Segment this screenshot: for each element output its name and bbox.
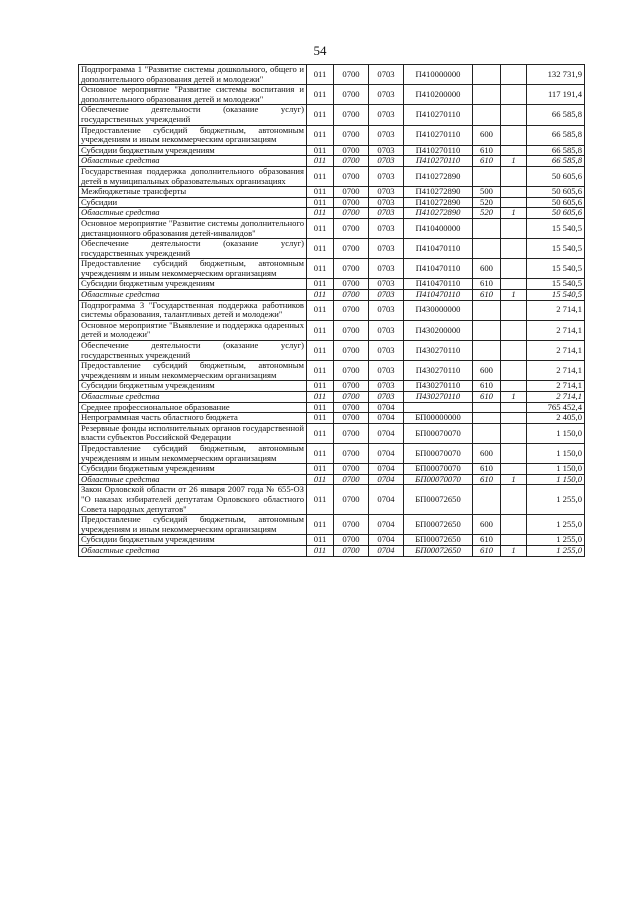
cell-name: Обеспечение деятельности (оказание услуг) государственных учреждений [79,341,307,361]
cell-ministry: 011 [307,145,334,156]
cell-subsection: 0703 [369,239,404,259]
cell-expense-type [473,402,501,413]
cell-amount: 15 540,5 [527,290,585,301]
cell-amount: 15 540,5 [527,279,585,290]
table-row [79,166,585,186]
cell-source: 1 [501,545,527,556]
cell-expense-type [473,320,501,340]
cell-section: 0700 [334,392,369,403]
cell-section: 0700 [334,187,369,198]
cell-target: БП00070070 [404,423,473,443]
table-row [79,290,585,301]
table-row [79,259,585,279]
cell-amount: 66 585,8 [527,105,585,125]
cell-expense-type: 610 [473,545,501,556]
cell-source [501,320,527,340]
cell-ministry: 011 [307,166,334,186]
cell-section: 0700 [334,423,369,443]
cell-expense-type: 600 [473,259,501,279]
cell-subsection: 0703 [369,197,404,208]
cell-expense-type: 610 [473,474,501,485]
cell-name: Областные средства [79,290,307,301]
cell-amount: 66 585,8 [527,125,585,145]
cell-ministry: 011 [307,85,334,105]
cell-subsection: 0703 [369,290,404,301]
cell-expense-type [473,485,501,515]
cell-name: Предоставление субсидий бюджетным, автономным учреждениям и иным некоммерческим организациям [79,515,307,535]
cell-target: БП00000000 [404,413,473,424]
cell-subsection: 0704 [369,443,404,463]
table-row [79,85,585,105]
cell-source [501,413,527,424]
cell-target: П410470110 [404,239,473,259]
cell-source [501,279,527,290]
cell-section: 0700 [334,239,369,259]
cell-ministry: 011 [307,381,334,392]
cell-section: 0700 [334,443,369,463]
cell-target: П410200000 [404,85,473,105]
budget-table-body [79,65,585,557]
cell-source: 1 [501,208,527,219]
cell-section: 0700 [334,341,369,361]
cell-target: П430000000 [404,300,473,320]
cell-section: 0700 [334,166,369,186]
table-row [79,156,585,167]
cell-section: 0700 [334,485,369,515]
cell-name: Областные средства [79,156,307,167]
cell-ministry: 011 [307,259,334,279]
cell-amount: 2 405,0 [527,413,585,424]
cell-subsection: 0703 [369,187,404,198]
cell-section: 0700 [334,125,369,145]
cell-amount: 15 540,5 [527,239,585,259]
cell-amount: 132 731,9 [527,65,585,85]
table-row [79,545,585,556]
cell-section: 0700 [334,320,369,340]
cell-ministry: 011 [307,485,334,515]
cell-ministry: 011 [307,279,334,290]
cell-expense-type [473,239,501,259]
cell-section: 0700 [334,259,369,279]
cell-source [501,105,527,125]
cell-subsection: 0703 [369,300,404,320]
cell-section: 0700 [334,156,369,167]
cell-amount: 117 191,4 [527,85,585,105]
cell-section: 0700 [334,290,369,301]
cell-amount: 66 585,8 [527,156,585,167]
table-row [79,341,585,361]
cell-name: Областные средства [79,474,307,485]
cell-target: П410000000 [404,65,473,85]
cell-section: 0700 [334,145,369,156]
cell-name: Подпрограмма 3 "Государственная поддержка работников системы образования, талантливых детей и молодежи" [79,300,307,320]
cell-subsection: 0704 [369,402,404,413]
table-row [79,279,585,290]
cell-target: БП00070070 [404,443,473,463]
table-row [79,474,585,485]
cell-ministry: 011 [307,402,334,413]
cell-name: Основное мероприятие "Развитие системы воспитания и дополнительного образования детей и молодежи" [79,85,307,105]
cell-subsection: 0704 [369,464,404,475]
cell-subsection: 0703 [369,259,404,279]
cell-amount: 2 714,1 [527,320,585,340]
cell-target: БП00072650 [404,535,473,546]
cell-target: П410470110 [404,259,473,279]
table-row [79,423,585,443]
cell-source [501,218,527,238]
table-row [79,361,585,381]
table-row [79,443,585,463]
cell-amount: 50 605,6 [527,208,585,219]
table-row [79,320,585,340]
cell-section: 0700 [334,85,369,105]
cell-name: Субсидии бюджетным учреждениям [79,535,307,546]
cell-expense-type: 610 [473,279,501,290]
cell-amount: 50 605,6 [527,166,585,186]
cell-section: 0700 [334,381,369,392]
table-row [79,402,585,413]
cell-source [501,423,527,443]
cell-expense-type [473,85,501,105]
cell-subsection: 0704 [369,423,404,443]
cell-section: 0700 [334,197,369,208]
cell-target: П410270110 [404,125,473,145]
cell-amount: 2 714,1 [527,381,585,392]
cell-name: Областные средства [79,545,307,556]
cell-section: 0700 [334,535,369,546]
cell-target: БП00072650 [404,485,473,515]
cell-source: 1 [501,474,527,485]
cell-subsection: 0703 [369,208,404,219]
cell-amount: 50 605,6 [527,187,585,198]
cell-section: 0700 [334,300,369,320]
cell-source: 1 [501,290,527,301]
cell-subsection: 0703 [369,218,404,238]
cell-ministry: 011 [307,361,334,381]
cell-subsection: 0704 [369,474,404,485]
cell-source [501,402,527,413]
cell-section: 0700 [334,279,369,290]
cell-ministry: 011 [307,535,334,546]
cell-section: 0700 [334,105,369,125]
cell-source [501,125,527,145]
table-row [79,208,585,219]
cell-expense-type [473,341,501,361]
table-row [79,381,585,392]
cell-subsection: 0703 [369,166,404,186]
cell-subsection: 0704 [369,413,404,424]
cell-name: Межбюджетные трансферты [79,187,307,198]
cell-ministry: 011 [307,392,334,403]
page-number: 54 [313,43,327,58]
table-row [79,105,585,125]
cell-target: П430270110 [404,341,473,361]
cell-source [501,197,527,208]
cell-amount: 1 150,0 [527,464,585,475]
cell-ministry: 011 [307,300,334,320]
cell-name: Субсидии бюджетным учреждениям [79,279,307,290]
cell-target: П410470110 [404,279,473,290]
cell-source [501,381,527,392]
cell-source [501,65,527,85]
cell-subsection: 0703 [369,392,404,403]
cell-section: 0700 [334,65,369,85]
cell-ministry: 011 [307,515,334,535]
cell-section: 0700 [334,361,369,381]
cell-expense-type: 500 [473,187,501,198]
cell-ministry: 011 [307,156,334,167]
cell-name: Закон Орловской области от 26 января 2007 года № 655-ОЗ "О наказах избирателей депутатам Орловского областного Совета народных депутатов" [79,485,307,515]
cell-amount: 2 714,1 [527,300,585,320]
cell-source [501,341,527,361]
cell-section: 0700 [334,464,369,475]
cell-expense-type: 610 [473,392,501,403]
cell-subsection: 0704 [369,515,404,535]
cell-subsection: 0704 [369,545,404,556]
cell-target: П410270110 [404,156,473,167]
cell-subsection: 0703 [369,85,404,105]
cell-subsection: 0703 [369,381,404,392]
cell-target: П410270110 [404,105,473,125]
table-row [79,125,585,145]
cell-ministry: 011 [307,290,334,301]
table-row [79,239,585,259]
table-row [79,413,585,424]
cell-ministry: 011 [307,423,334,443]
cell-source [501,187,527,198]
cell-target: П410400000 [404,218,473,238]
cell-name: Предоставление субсидий бюджетным, автономным учреждениям и иным некоммерческим организациям [79,125,307,145]
cell-subsection: 0704 [369,485,404,515]
cell-subsection: 0703 [369,361,404,381]
cell-target: БП00072650 [404,545,473,556]
cell-target: П410272890 [404,197,473,208]
cell-name: Предоставление субсидий бюджетным, автономным учреждениям и иным некоммерческим организациям [79,443,307,463]
cell-subsection: 0703 [369,125,404,145]
cell-section: 0700 [334,515,369,535]
cell-target: П430270110 [404,361,473,381]
cell-name: Среднее профессиональное образование [79,402,307,413]
cell-section: 0700 [334,545,369,556]
cell-name: Областные средства [79,392,307,403]
cell-ministry: 011 [307,464,334,475]
cell-expense-type [473,218,501,238]
table-row [79,464,585,475]
cell-amount: 1 255,0 [527,545,585,556]
cell-amount: 1 150,0 [527,423,585,443]
cell-expense-type: 520 [473,208,501,219]
cell-section: 0700 [334,218,369,238]
table-row [79,300,585,320]
cell-source [501,443,527,463]
cell-expense-type: 610 [473,381,501,392]
cell-name: Обеспечение деятельности (оказание услуг) государственных учреждений [79,239,307,259]
cell-expense-type [473,65,501,85]
cell-target: П410272890 [404,187,473,198]
cell-source [501,166,527,186]
table-row [79,485,585,515]
cell-name: Основное мероприятие "Развитие системы дополнительного дистанционного образования детей-инвалидов" [79,218,307,238]
cell-expense-type [473,413,501,424]
cell-expense-type: 610 [473,464,501,475]
cell-expense-type [473,300,501,320]
cell-subsection: 0703 [369,65,404,85]
cell-target: БП00072650 [404,515,473,535]
cell-source [501,300,527,320]
cell-name: Областные средства [79,208,307,219]
cell-section: 0700 [334,208,369,219]
cell-target: П410272890 [404,166,473,186]
table-row [79,535,585,546]
cell-expense-type [473,166,501,186]
cell-ministry: 011 [307,413,334,424]
cell-source [501,239,527,259]
cell-amount: 1 255,0 [527,535,585,546]
cell-source [501,535,527,546]
cell-expense-type: 610 [473,535,501,546]
cell-source [501,515,527,535]
cell-expense-type: 600 [473,361,501,381]
cell-ministry: 011 [307,197,334,208]
cell-name: Подпрограмма 1 "Развитие системы дошкольного, общего и дополнительного образования детей и молодежи" [79,65,307,85]
cell-amount: 2 714,1 [527,361,585,381]
cell-ministry: 011 [307,320,334,340]
table-row [79,187,585,198]
cell-target [404,402,473,413]
cell-subsection: 0703 [369,320,404,340]
cell-subsection: 0703 [369,341,404,361]
table-row [79,515,585,535]
cell-subsection: 0703 [369,105,404,125]
cell-target: П430270110 [404,381,473,392]
cell-name: Субсидии [79,197,307,208]
cell-ministry: 011 [307,187,334,198]
cell-source [501,485,527,515]
cell-amount: 50 605,6 [527,197,585,208]
cell-ministry: 011 [307,545,334,556]
cell-expense-type [473,105,501,125]
cell-ministry: 011 [307,65,334,85]
cell-amount: 1 150,0 [527,443,585,463]
cell-ministry: 011 [307,218,334,238]
cell-expense-type: 610 [473,156,501,167]
cell-expense-type: 600 [473,443,501,463]
cell-source [501,259,527,279]
cell-amount: 765 452,4 [527,402,585,413]
cell-amount: 15 540,5 [527,218,585,238]
cell-expense-type [473,423,501,443]
cell-subsection: 0704 [369,535,404,546]
cell-source [501,464,527,475]
cell-amount: 1 255,0 [527,515,585,535]
cell-amount: 2 714,1 [527,392,585,403]
budget-table [78,64,585,557]
table-row [79,197,585,208]
cell-ministry: 011 [307,125,334,145]
cell-ministry: 011 [307,341,334,361]
cell-name: Государственная поддержка дополнительного образования детей в муниципальных образовательных организациях [79,166,307,186]
cell-source: 1 [501,156,527,167]
cell-section: 0700 [334,413,369,424]
cell-name: Обеспечение деятельности (оказание услуг) государственных учреждений [79,105,307,125]
cell-target: П430200000 [404,320,473,340]
cell-amount: 15 540,5 [527,259,585,279]
cell-ministry: 011 [307,105,334,125]
cell-section: 0700 [334,402,369,413]
cell-name: Резервные фонды исполнительных органов государственной власти субъектов Российской Федерации [79,423,307,443]
cell-target: БП00070070 [404,464,473,475]
cell-ministry: 011 [307,239,334,259]
cell-subsection: 0703 [369,145,404,156]
cell-expense-type: 610 [473,290,501,301]
cell-ministry: 011 [307,474,334,485]
cell-ministry: 011 [307,443,334,463]
cell-source [501,145,527,156]
table-row [79,65,585,85]
cell-subsection: 0703 [369,156,404,167]
table-row [79,392,585,403]
cell-ministry: 011 [307,208,334,219]
cell-target: П430270110 [404,392,473,403]
cell-amount: 1 150,0 [527,474,585,485]
cell-source [501,85,527,105]
cell-target: БП00070070 [404,474,473,485]
cell-expense-type: 600 [473,515,501,535]
cell-section: 0700 [334,474,369,485]
cell-source: 1 [501,392,527,403]
cell-target: П410270110 [404,145,473,156]
cell-name: Субсидии бюджетным учреждениям [79,464,307,475]
cell-name: Предоставление субсидий бюджетным, автономным учреждениям и иным некоммерческим организациям [79,361,307,381]
cell-expense-type: 600 [473,125,501,145]
cell-expense-type: 520 [473,197,501,208]
cell-amount: 66 585,8 [527,145,585,156]
cell-expense-type: 610 [473,145,501,156]
cell-subsection: 0703 [369,279,404,290]
cell-name: Субсидии бюджетным учреждениям [79,145,307,156]
cell-name: Субсидии бюджетным учреждениям [79,381,307,392]
cell-target: П410272890 [404,208,473,219]
cell-amount: 1 255,0 [527,485,585,515]
cell-name: Основное мероприятие "Выявление и поддержка одаренных детей и молодежи" [79,320,307,340]
cell-name: Непрограммная часть областного бюджета [79,413,307,424]
cell-target: П410470110 [404,290,473,301]
table-row [79,145,585,156]
cell-amount: 2 714,1 [527,341,585,361]
cell-source [501,361,527,381]
cell-name: Предоставление субсидий бюджетным, автономным учреждениям и иным некоммерческим организациям [79,259,307,279]
table-row [79,218,585,238]
